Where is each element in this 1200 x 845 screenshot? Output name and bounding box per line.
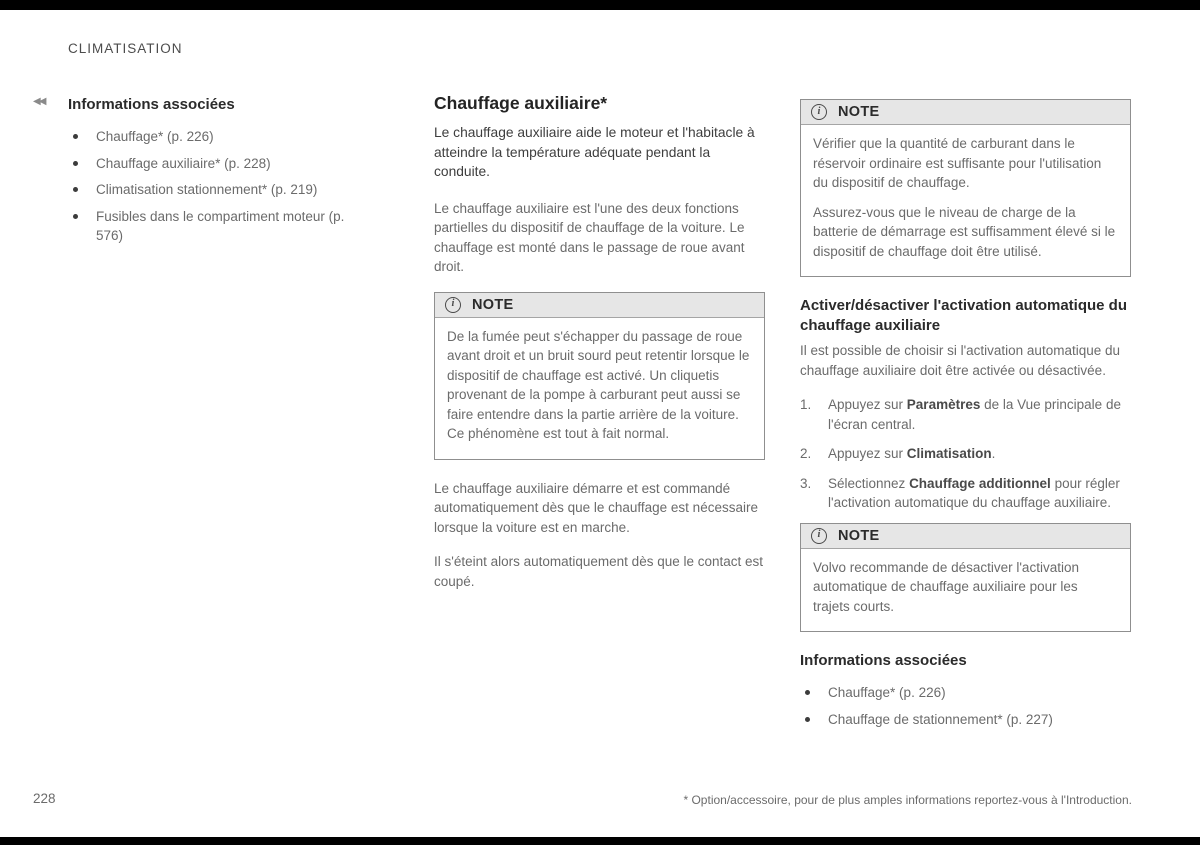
note-label: NOTE	[472, 296, 514, 313]
bottom-black-bar	[0, 837, 1200, 845]
list-item-label: Fusibles dans le compartiment moteur (p. 576)	[96, 208, 345, 243]
note-label: NOTE	[838, 527, 880, 544]
list-item	[68, 154, 373, 174]
paragraph: Il est possible de choisir si l'activation automatique du chauffage auxiliaire doit être activée ou désactivée.	[800, 343, 1120, 378]
note-body	[435, 318, 764, 459]
list-item-label: Chauffage* (p. 226)	[96, 129, 214, 144]
section-header: CLIMATISATION	[68, 41, 183, 56]
related-heading: Informations associées	[800, 652, 967, 669]
step-number: 2.	[800, 446, 812, 461]
note-paragraph: Vérifier que la quantité de carburant dans le réservoir ordinaire est suffisante pour l'utilisation du dispositif de chauffage.	[813, 136, 1102, 190]
related-list	[800, 683, 1131, 729]
list-item	[68, 180, 373, 200]
note-box	[434, 292, 765, 460]
article-title: Chauffage auxiliaire*	[434, 93, 608, 113]
step-item	[800, 444, 1131, 464]
step-text	[828, 444, 1131, 464]
related-heading-row	[33, 95, 373, 115]
note-paragraph: Assurez-vous que le niveau de charge de la batterie de démarrage est suffisamment élevé si le dispositif de chauffage doit être utilisé.	[813, 204, 1116, 259]
lead-paragraph: Le chauffage auxiliaire aide le moteur et l'habitacle à atteindre la température adéquate pendant la conduite.	[434, 125, 755, 179]
list-item-label: Chauffage auxiliaire* (p. 228)	[96, 155, 271, 171]
double-chevron-left-icon: ◀◀	[33, 96, 45, 107]
info-icon: i	[811, 104, 827, 120]
info-icon: i	[811, 528, 827, 544]
step-text-pre: Appuyez sur	[828, 446, 907, 461]
info-icon: i	[445, 297, 461, 313]
list-item	[68, 127, 373, 147]
step-number: 3.	[800, 475, 812, 491]
note-label: NOTE	[838, 104, 880, 120]
note-box	[800, 99, 1131, 277]
step-text-bold: Paramètres	[906, 397, 981, 412]
step-text-post: .	[991, 446, 996, 461]
step-text-bold: Climatisation	[906, 446, 992, 461]
list-item-label: Chauffage de stationnement* (p. 227)	[828, 711, 1053, 727]
step-text-pre: Appuyez sur	[828, 397, 907, 412]
step-text	[828, 395, 1131, 434]
subsection	[800, 296, 1131, 336]
right-column	[800, 99, 1131, 736]
step-text-bold: Chauffage additionnel	[909, 475, 1051, 491]
paragraph: Il s'éteint alors automatiquement dès que le contact est coupé.	[434, 554, 764, 589]
note-box	[800, 523, 1131, 633]
note-header	[435, 293, 764, 318]
step-item	[800, 395, 1131, 434]
related-heading: Informations associées	[68, 96, 235, 113]
step-list	[800, 395, 1131, 513]
note-body	[801, 125, 1130, 276]
list-item-label: Climatisation stationnement* (p. 219)	[96, 182, 318, 197]
middle-column	[434, 93, 765, 606]
step-number: 1.	[800, 397, 812, 412]
note-paragraph: De la fumée peut s'échapper du passage de roue avant droit et un bruit sourd peut retentir lorsque le dispositif de chauffage est activé. Un cliquetis provenant de la pompe à carburant peut aussi se faire entendre dans la partie arrière de la voiture. Ce phénomène est tout à fait normal.	[447, 328, 750, 441]
note-header	[801, 100, 1130, 125]
left-column	[33, 95, 373, 253]
note-header	[801, 524, 1130, 549]
step-text-pre: Sélectionnez	[828, 475, 910, 491]
paragraph: Le chauffage auxiliaire est l'une des deux fonctions partielles du dispositif de chauffage de la voiture. Le chauffage est monté dans le passage de roue avant droit.	[434, 200, 745, 274]
step-text-post: de la Vue principale de l'écran central.	[828, 397, 1121, 432]
list-item	[800, 683, 1131, 703]
list-item	[68, 207, 373, 246]
page-number: 228	[33, 791, 56, 806]
step-item	[800, 474, 1131, 513]
note-paragraph: Volvo recommande de désactiver l'activation automatique de chauffage auxiliaire pour les trajets courts.	[813, 559, 1079, 614]
paragraph: Le chauffage auxiliaire démarre et est commandé automatiquement dès que le chauffage est nécessaire lorsque la voiture est en marche.	[434, 480, 758, 535]
list-item-label: Chauffage* (p. 226)	[828, 685, 946, 700]
step-text-post: pour régler l'activation automatique du chauffage auxiliaire.	[828, 475, 1120, 510]
note-body	[801, 549, 1130, 632]
footnote: * Option/accessoire, pour de plus amples informations reportez-vous à l'Introduction.	[683, 793, 1132, 807]
subsection-heading: Activer/désactiver l'activation automatique du chauffage auxiliaire	[800, 297, 1127, 334]
related-list	[68, 127, 373, 246]
step-text	[828, 474, 1131, 513]
list-item	[800, 710, 1131, 730]
top-black-bar	[0, 0, 1200, 10]
